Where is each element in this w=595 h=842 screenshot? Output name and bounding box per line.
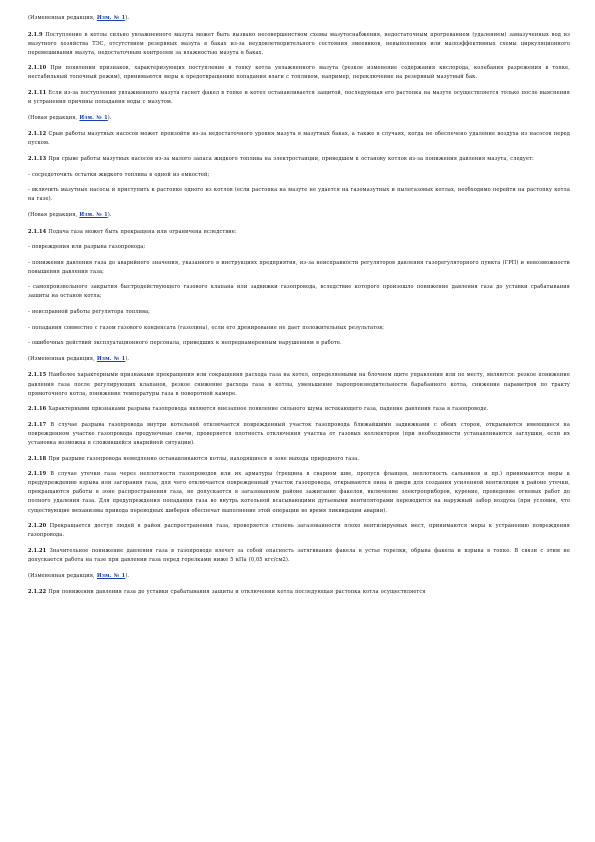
clause-number: 2.1.11 [28, 90, 47, 97]
clause-paragraph [28, 371, 570, 398]
clause-number: 2.1.20 [28, 523, 47, 530]
amendment-link[interactable]: Изм. № 1 [96, 355, 126, 362]
list-item [28, 259, 570, 277]
clause-text: - самопроизвольного закрытия быстродействующего газового клапана или задвижки газопровода, вследствие которого произошло понижение давления газа до уставки срабатывания защиты на останов котла; [28, 284, 570, 300]
clause-paragraph [28, 228, 570, 237]
revision-note-prefix: (Новая редакция, [28, 211, 80, 218]
revision-note-suffix: ). [125, 572, 130, 579]
clause-text: При срыве работы мазутных насосов из-за малого запаса жидкого топлива на электростанции, приведшем к останову котлов из-за понижения давления мазута, следует: [46, 156, 534, 163]
list-item [28, 339, 570, 348]
revision-note-prefix: (Новая редакция, [28, 114, 80, 121]
clause-number: 2.1.17 [28, 421, 47, 428]
amendment-link[interactable]: Изм. № 1 [96, 572, 126, 579]
revision-note [28, 355, 570, 364]
clause-text: Наиболее характерными признаками прекращения или сокращения расхода газа на котел, определяемыми на блочном щите управления или по месту, являются: резкое понижение давления газа после регулирующих клапанов, резкое снижение расхода газа в котлы, уменьшение паропроизводительности барабанного котла, снижение параметров по тракту прямоточного котла, понижение температуры газа в поворотной камере. [28, 372, 570, 397]
clause-number: 2.1.15 [28, 372, 47, 379]
revision-note-prefix: (Измененная редакция, [28, 355, 97, 362]
revision-note [28, 14, 570, 23]
clause-paragraph [28, 405, 570, 414]
clause-number: 2.1.18 [28, 455, 47, 462]
list-item [28, 186, 570, 204]
clause-number: 2.1.16 [28, 406, 47, 413]
clause-text: - попадания совместно с газом газового конденсата (газолина), если его дренирование не дает положительных результатов; [28, 324, 385, 331]
list-item [28, 171, 570, 180]
clause-paragraph [28, 64, 570, 82]
clause-paragraph [28, 155, 570, 164]
clause-text: Поступление в котлы сильно увлажненного мазута может быть вызвано несовершенством схемы мазутоснабжения, недостаточным прогреванием (удалением) замазученных вод из мазутного хозяйства ТЭС, отсутствием резервных мазута в баках из-за неудовлетворительного состояния змеевиков, невыполнения или малоэффективных схемы циркуляционного перемешивания мазута, недостаточным контролем за влажностью мазута в баках. [28, 31, 570, 56]
revision-note-prefix: (Измененная редакция, [28, 15, 97, 21]
clause-text: В случае утечки газа через неплотности газопроводов или их арматуры (трещина в сварном шве, пропуск фланцев, неплотность сальников и пр.) принимаются меры к предупреждению взрыва или загорания газа, для чего отключается поврежденный участок газопровода, открываются окна и двери для создания усиленной вентиляции в районе утечки, прекращаются работы в зоне распространения газа, не допускается в загазованном районе зажигание факелов, включение электроприборов, курение, проведение огневых работ до полного удаления газа. Для предупреждения попадания газа во внутрь котельной всасывающими дутьевыми вентиляторами переводится на наружный забор воздуха (при условии, что существующие механизмы привода переводных шиберов обеспечат выполнение этой операции во время ликвидации аварии). [28, 471, 570, 514]
amendment-link[interactable]: Изм. № 1 [79, 114, 108, 121]
clause-text: - ошибочных действий эксплуатационного персонала, приведших к непреднамеренным нарушениям в работе. [28, 340, 342, 347]
clause-paragraph [28, 588, 570, 597]
clause-text: - включить мазутные насосы и приступить к растопке одного из котлов (если растопка на мазуте не удается на газомазутных и пылегазовых котлах, необходимо перейти на растопку котла на газе). [28, 187, 570, 203]
clause-text: При разрыве газопровода немедленно останавливаются котлы, находящиеся в зоне выхода природного газа. [46, 455, 360, 462]
clause-text: Значительное понижение давления газа в газопроводе влечет за собой опасность затягивания факела в устье горелки, обрыва факела и взрыва в топке. В связи с этим не допускается работа на газе при давлении газа перед горелками ниже 5 кПа (0,05 кгс/см2). [28, 547, 570, 563]
clause-text: - сосредоточить остатки жидкого топлива в одной из емкостей; [28, 171, 210, 178]
clause-text: При понижении давления газа до уставки срабатывания защиты и отключении котла последующая растопка котла осуществляется [46, 589, 426, 596]
clause-text: Если из-за поступления увлажненного мазута гаснет факел в топке и котел останавливается защитой, последующая его растопка на мазуте осуществляется только после выяснения и устранения причины попадания воды с мазутом. [28, 90, 570, 106]
list-item [28, 283, 570, 301]
clause-text: Прекращается доступ людей в район распространения газа, проверяется степень загазованности плохо вентилируемых мест, принимаются меры к устранению повреждения газопровода. [28, 523, 570, 539]
clause-text: В случае разрыва газопровода внутри котельной отключается поврежденный участок газопровода ближайшими задвижками с обеих сторон, открываются имеющиеся на поврежденном участке газопровода продувочные свечи, проверяется плотность отключения участка от газовых коллекторов (при необходимости устанавливаются заглушки, если их установка возможна в сложившейся аварийной ситуации). [28, 421, 570, 446]
revision-note [28, 114, 570, 123]
amendment-link[interactable]: Изм. № 1 [96, 15, 126, 21]
clause-paragraph [28, 470, 570, 515]
clause-number: 2.1.10 [28, 65, 47, 72]
clause-text: При появлении признаков, характеризующих поступление в топку котла увлажненного мазута (резкое изменение содержания кислорода, колебания разрежения в топке, нестабильный топочный режим), принимаются меры к предотвращению попадания влаги с топливом, например, переключение на резервный мазутный бак. [28, 65, 570, 81]
list-item [28, 308, 570, 317]
clause-text: Срыв работы мазутных насосов может произойти из-за недостаточного уровня мазута в мазутных баках, а также в случаях, когда не обеспечено удаление воздуха из насосов перед пуском. [28, 131, 570, 147]
document-page [28, 14, 570, 604]
clause-paragraph [28, 455, 570, 464]
clause-paragraph [28, 31, 570, 58]
amendment-link[interactable]: Изм. № 1 [79, 211, 108, 218]
clause-paragraph [28, 547, 570, 565]
clause-number: 2.1.19 [28, 471, 47, 478]
clause-text: - неисправной работы регулятора топлива; [28, 309, 151, 316]
clause-paragraph [28, 89, 570, 107]
clause-text: Характерными признаками разрыва газопровода являются внезапное появление сильного шума истекающего газа, падение давления газа в газопроводе. [46, 406, 489, 413]
clause-text: - повреждения или разрыва газопровода; [28, 244, 146, 251]
clause-paragraph [28, 522, 570, 540]
clause-number: 2.1.14 [28, 228, 47, 235]
clause-text: Подача газа может быть прекращена или ограничена вследствие: [46, 228, 237, 235]
revision-note [28, 572, 570, 581]
revision-note-suffix: ). [125, 355, 130, 362]
clause-paragraph [28, 130, 570, 148]
revision-note-suffix: ). [107, 211, 112, 218]
revision-note-suffix: ). [107, 114, 112, 121]
revision-note [28, 211, 570, 220]
revision-note-prefix: (Измененная редакция, [28, 572, 97, 579]
clause-paragraph [28, 421, 570, 448]
list-item [28, 324, 570, 333]
clause-number: 2.1.13 [28, 156, 47, 163]
clause-number: 2.1.9 [28, 31, 43, 38]
list-item [28, 243, 570, 252]
revision-note-suffix: ). [125, 15, 130, 21]
clause-number: 2.1.21 [28, 547, 47, 554]
clause-number: 2.1.12 [28, 131, 47, 138]
clause-text: - понижения давления газа до аварийного значения, указанного в инструкциях предприятия, из-за неисправности регуляторов давления газорегуляторного пункта (ГРП) и невозможности повышения давления газа; [28, 259, 570, 275]
clause-number: 2.1.22 [28, 589, 47, 596]
